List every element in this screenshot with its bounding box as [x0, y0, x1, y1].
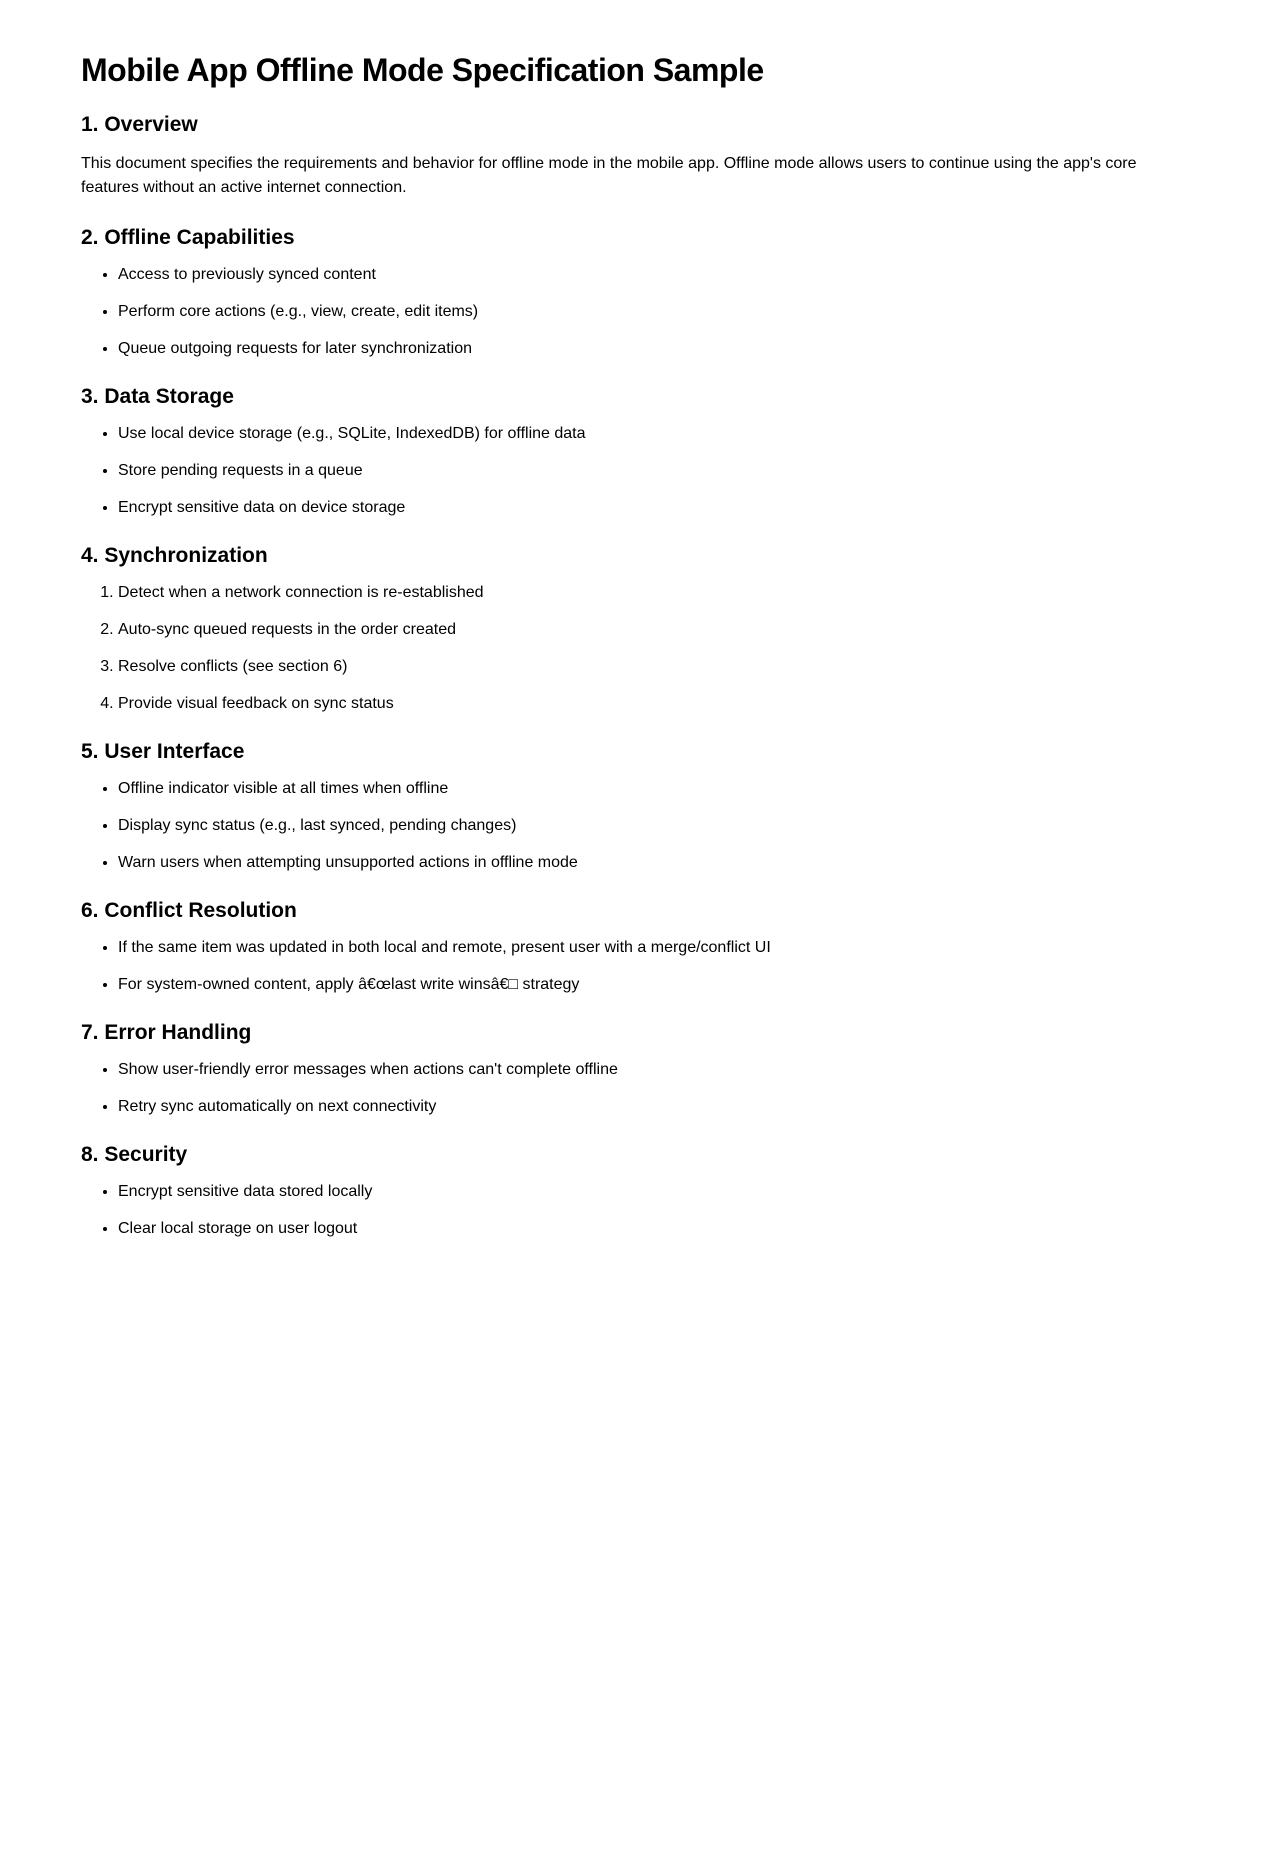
- list-item: • For system-owned content, apply â€œlast write winsâ€□ strategy: [118, 974, 1181, 995]
- section-heading: 2. Offline Capabilities: [81, 226, 295, 249]
- bullet-list: [81, 937, 1181, 995]
- section-data-storage: [81, 384, 1181, 518]
- list-item: 4. Provide visual feedback on sync status: [118, 693, 1181, 714]
- section-heading: 6. Conflict Resolution: [81, 899, 297, 922]
- list-item: 3. Resolve conflicts (see section 6): [118, 656, 1181, 677]
- section-user-interface: [81, 739, 1181, 873]
- bullet-list: [81, 423, 1181, 518]
- list-item: • Access to previously synced content: [118, 264, 1181, 285]
- list-item: • Offline indicator visible at all times when offline: [118, 778, 1181, 799]
- section-synchronization: [81, 543, 1181, 714]
- list-item: • Encrypt sensitive data on device storage: [118, 497, 1181, 518]
- section-heading: 8. Security: [81, 1143, 188, 1166]
- bullet-list: [81, 1181, 1181, 1239]
- list-item: 1. Detect when a network connection is re-established: [118, 582, 1181, 603]
- section-conflict-resolution: [81, 898, 1181, 995]
- list-item: • Warn users when attempting unsupported actions in offline mode: [118, 852, 1181, 873]
- list-item: • Show user-friendly error messages when actions can't complete offline: [118, 1059, 1181, 1080]
- section-heading: 5. User Interface: [81, 740, 245, 763]
- list-item: • Retry sync automatically on next connectivity: [118, 1096, 1181, 1117]
- list-item: • Store pending requests in a queue: [118, 460, 1181, 481]
- list-item: • Clear local storage on user logout: [118, 1218, 1181, 1239]
- list-item: 2. Auto-sync queued requests in the order created: [118, 619, 1181, 640]
- section-heading: 4. Synchronization: [81, 544, 268, 567]
- bullet-list: [81, 778, 1181, 873]
- section-heading: 3. Data Storage: [81, 385, 234, 408]
- list-item: • Display sync status (e.g., last synced, pending changes): [118, 815, 1181, 836]
- section-paragraph: This document specifies the requirements and behavior for offline mode in the mobile app. Offline mode allows users to continue using the app's core features without an active internet connection.: [81, 155, 1137, 196]
- list-item: • Encrypt sensitive data stored locally: [118, 1181, 1181, 1202]
- numbered-list: [81, 582, 1181, 714]
- document-title: Mobile App Offline Mode Specification Sample: [81, 52, 764, 88]
- document-body: [81, 0, 1181, 1300]
- list-item: • Queue outgoing requests for later synchronization: [118, 338, 1181, 359]
- section-heading: 7. Error Handling: [81, 1021, 252, 1044]
- section-offline-capabilities: [81, 225, 1181, 359]
- section-heading: 1. Overview: [81, 113, 198, 136]
- bullet-list: [81, 264, 1181, 359]
- section-security: [81, 1142, 1181, 1239]
- list-item: • Perform core actions (e.g., view, create, edit items): [118, 301, 1181, 322]
- list-item: • Use local device storage (e.g., SQLite, IndexedDB) for offline data: [118, 423, 1181, 444]
- section-error-handling: [81, 1020, 1181, 1117]
- list-item: • If the same item was updated in both local and remote, present user with a merge/conflict UI: [118, 937, 1181, 958]
- section-overview: [81, 112, 1181, 200]
- bullet-list: [81, 1059, 1181, 1117]
